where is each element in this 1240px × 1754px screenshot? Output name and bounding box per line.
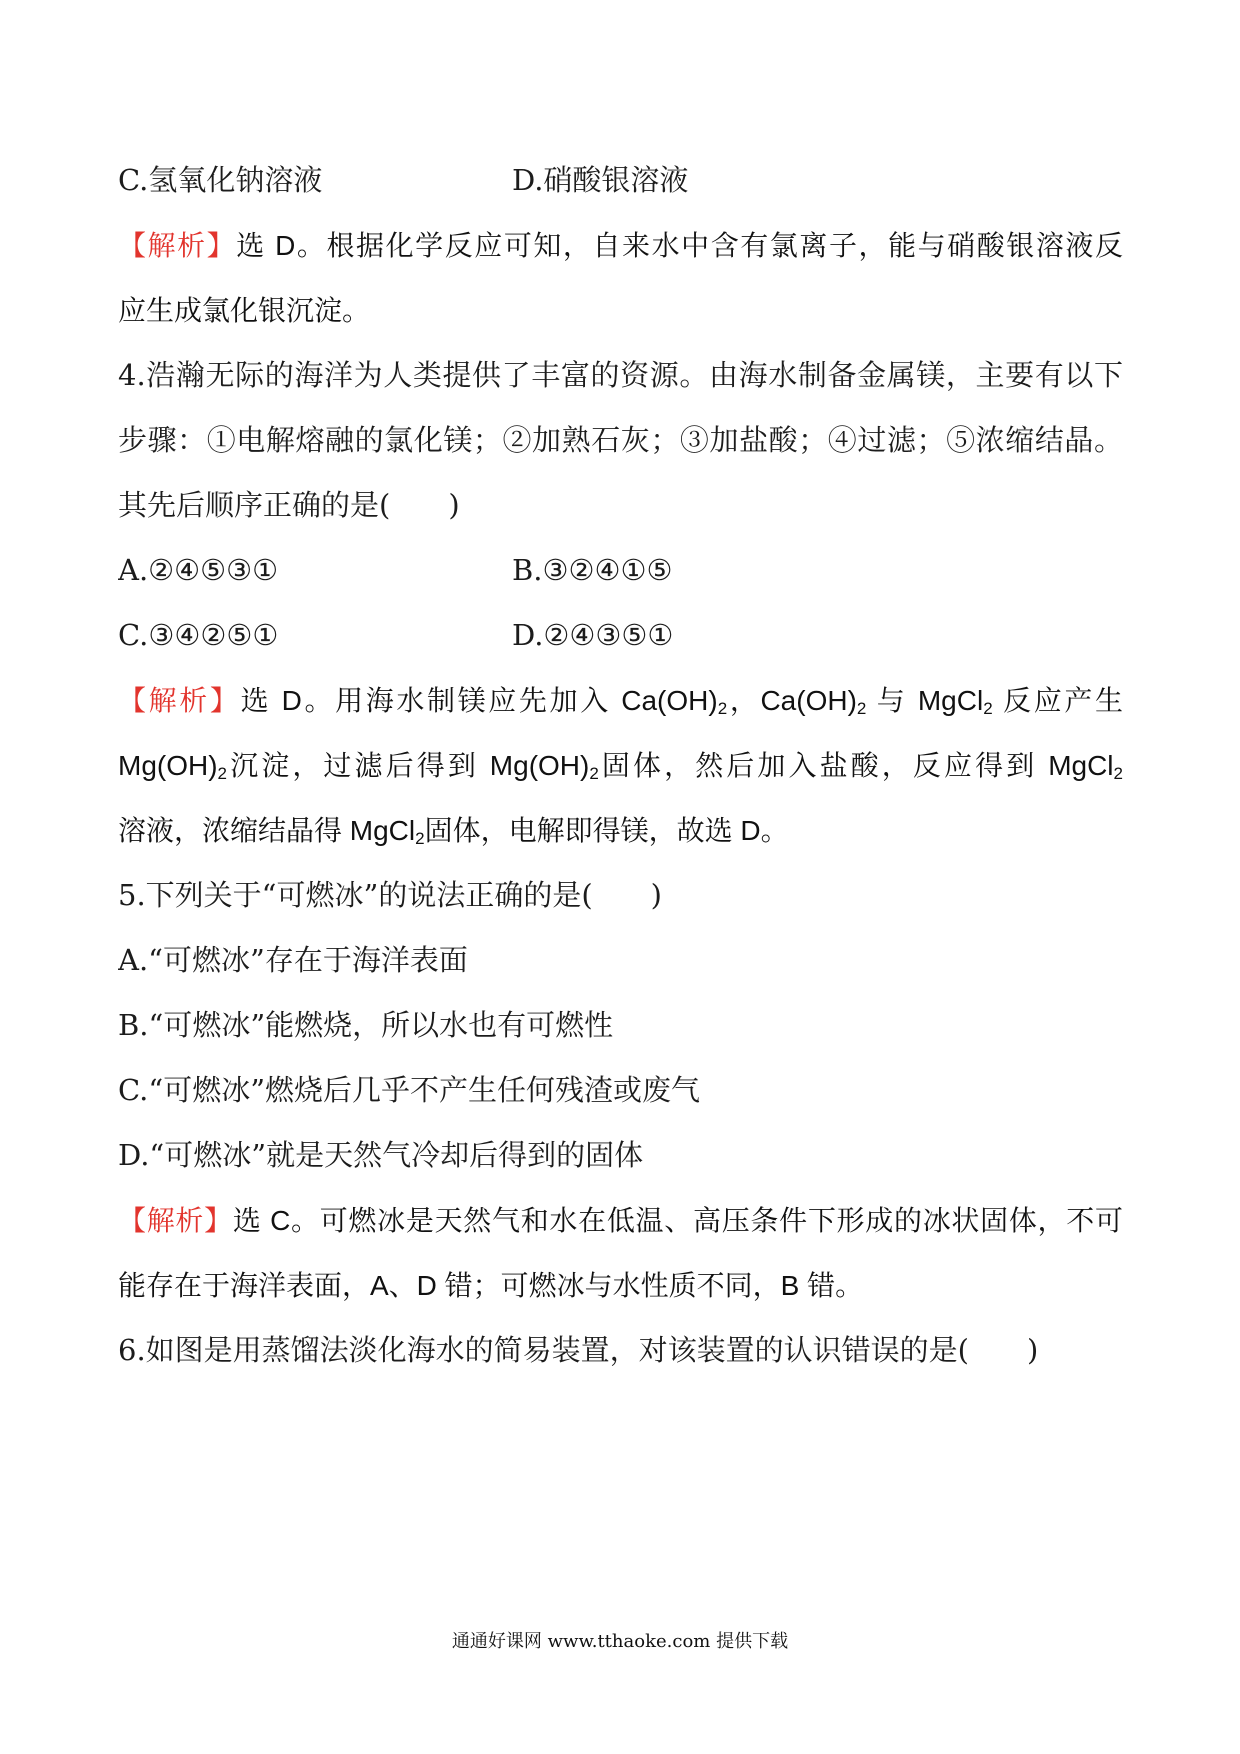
q5-option-b xyxy=(118,993,1123,1058)
question-5 xyxy=(118,863,1123,1318)
question-3-tail xyxy=(118,148,1123,343)
q4-stem-line-1 xyxy=(118,343,1123,408)
question-4 xyxy=(118,343,1123,863)
analysis-text: 应生成氯化银沉淀。 xyxy=(118,295,371,326)
q4-options-row-cd xyxy=(118,603,1123,668)
q4-options-row-ab xyxy=(118,538,1123,603)
q5-option-a xyxy=(118,928,1123,993)
q3-analysis-line-2 xyxy=(118,278,1123,343)
analysis-text: 固体，电解即得镁，故选 D。 xyxy=(424,815,789,846)
page-footer: 通通好课网 www.tthaoke.com 提供下载 xyxy=(451,1631,789,1652)
q5-analysis-line-1 xyxy=(118,1188,1123,1253)
question-text: 6.如图是用蒸馏法淡化海水的简易装置，对该装置的认识错误的是( ) xyxy=(118,1333,1039,1367)
option-text: D.“可燃冰”就是天然气冷却后得到的固体 xyxy=(118,1138,644,1172)
option-text: C.“可燃冰”燃烧后几乎不产生任何残渣或废气 xyxy=(118,1073,701,1107)
q4-option-c: C.③④②⑤① xyxy=(118,618,279,652)
q4-stem-line-2 xyxy=(118,408,1123,473)
question-6 xyxy=(118,1318,1123,1383)
subscript: 2 xyxy=(717,699,728,718)
q6-stem xyxy=(118,1318,1123,1383)
q4-analysis-line-2 xyxy=(118,733,1123,798)
analysis-text: 选 D。用海水制镁应先加入 Ca(OH) xyxy=(240,685,718,716)
question-text: 步骤：①电解熔融的氯化镁；②加熟石灰；③加盐酸；④过滤；⑤浓缩结晶。 xyxy=(118,423,1123,457)
question-text: 4.浩瀚无际的海洋为人类提供了丰富的资源。由海水制备金属镁，主要有以下 xyxy=(118,358,1123,392)
analysis-text: 与 MgCl xyxy=(866,685,984,716)
subscript: 2 xyxy=(415,829,425,848)
subscript: 2 xyxy=(983,699,993,718)
analysis-text: 反应产生 xyxy=(992,685,1123,716)
analysis-text: Mg(OH) xyxy=(118,750,218,781)
analysis-text: 固体，然后加入盐酸，反应得到 MgCl xyxy=(598,750,1114,781)
q4-stem-line-3 xyxy=(118,473,1123,538)
subscript: 2 xyxy=(217,764,228,783)
analysis-text: 能存在于海洋表面，A、D 错；可燃冰与水性质不同，B 错。 xyxy=(118,1270,864,1301)
q4-analysis-line-3 xyxy=(118,798,1123,863)
subscript: 2 xyxy=(589,764,599,783)
analysis-text: 沉淀，过滤后得到 Mg(OH) xyxy=(227,750,590,781)
q5-option-c xyxy=(118,1058,1123,1123)
q4-analysis-line-1 xyxy=(118,668,1123,733)
analysis-text: 选 D。根据化学反应可知，自来水中含有氯离子，能与硝酸银溶液反 xyxy=(236,230,1123,261)
analysis-text: 溶液，浓缩结晶得 MgCl xyxy=(118,815,416,846)
q4-option-a: A.②④⑤③① xyxy=(118,553,279,587)
q4-option-d: D.②④③⑤① xyxy=(512,618,674,652)
q5-stem xyxy=(118,863,1123,928)
q3-options-row-cd xyxy=(118,148,1123,213)
q3-option-c: C.氢氧化钠溶液 xyxy=(118,163,323,197)
analysis-label: 【解析】 xyxy=(118,685,241,716)
analysis-label: 【解析】 xyxy=(118,230,237,261)
analysis-text: ，Ca(OH) xyxy=(727,685,857,716)
analysis-text: 选 C。可燃冰是天然气和水在低温、高压条件下形成的冰状固体，不可 xyxy=(232,1205,1123,1236)
q5-analysis-line-2 xyxy=(118,1253,1123,1318)
q4-option-b: B.③②④①⑤ xyxy=(512,553,673,587)
q3-option-d: D.硝酸银溶液 xyxy=(512,163,689,197)
subscript: 2 xyxy=(856,699,867,718)
option-text: A.“可燃冰”存在于海洋表面 xyxy=(118,943,468,977)
q5-option-d xyxy=(118,1123,1123,1188)
subscript: 2 xyxy=(1113,764,1123,783)
question-text: 5.下列关于“可燃冰”的说法正确的是( ) xyxy=(118,878,662,912)
analysis-label: 【解析】 xyxy=(118,1205,233,1236)
question-text: 其先后顺序正确的是( ) xyxy=(118,488,460,522)
option-text: B.“可燃冰”能燃烧，所以水也有可燃性 xyxy=(118,1008,614,1042)
page-content xyxy=(118,148,1123,1383)
q3-analysis-line-1 xyxy=(118,213,1123,278)
